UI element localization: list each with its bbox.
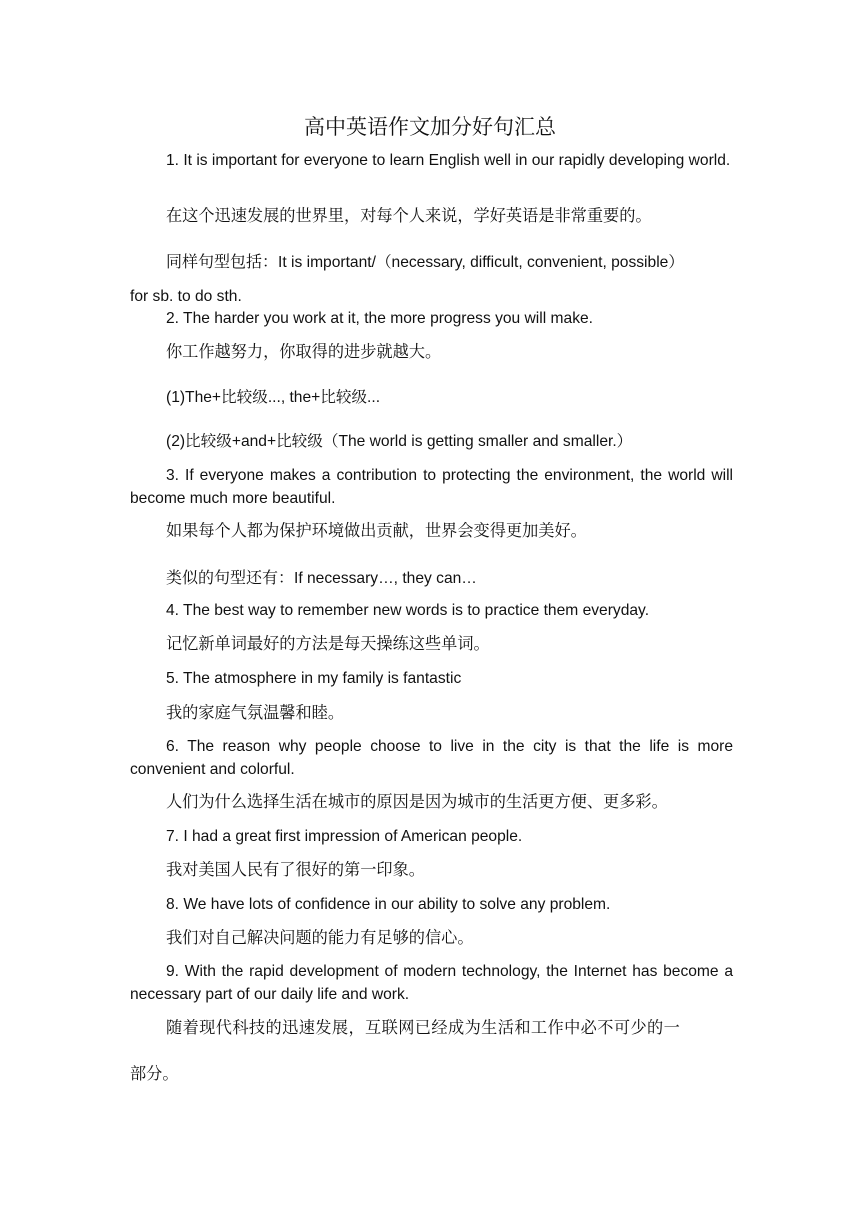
sentence-3-note [166, 566, 746, 591]
sentence-7-chinese: 我对美国人民有了很好的第一印象。 [166, 860, 425, 879]
sentence-2-english: 2. The harder you work at it, the more progress you will make. [166, 310, 593, 327]
sentence-3-chinese: 如果每个人都为保护环境做出贡献，世界会变得更加美好。 [166, 521, 587, 540]
sentence-9-english: 9. With the rapid development of modern technology, the Internet has become a necessary part of our daily life and work. [130, 963, 733, 1003]
sentence-6-english: 6. The reason why people choose to live in the city is that the life is more convenient and colorful. [130, 738, 733, 778]
sentence-1-note-continuation: for sb. to do sth. [130, 288, 242, 305]
sentence-1-note-text: It is important/（necessary, difficult, convenient, possible） [278, 254, 684, 271]
sentence-1-note-label: 同样句型包括： [166, 252, 279, 271]
sentence-4-chinese: 记忆新单词最好的方法是每天操练这些单词。 [166, 634, 490, 653]
sentence-3-english: 3. If everyone makes a contribution to protecting the environment, the world will become much more beautiful. [130, 467, 733, 507]
sentence-3-note-label: 类似的句型还有： [166, 568, 295, 587]
page-title: 高中英语作文加分好句汇总 [304, 115, 556, 139]
sentence-9-chinese: 随着现代科技的迅速发展，互联网已经成为生活和工作中必不可少的一 [166, 1018, 681, 1037]
sentence-8-english: 8. We have lots of confidence in our ability to solve any problem. [166, 896, 611, 913]
sentence-3-note-text: If necessary…, they can… [294, 570, 477, 587]
sentence-4-english: 4. The best way to remember new words is to practice them everyday. [166, 602, 650, 619]
sentence-1-english: 1. It is important for everyone to learn English well in our rapidly developing world. [166, 152, 731, 169]
sentence-2-note-1: (1)The+比较级..., the+比较级... [166, 389, 381, 406]
sentence-2-chinese: 你工作越努力，你取得的进步就越大。 [166, 342, 442, 361]
sentence-1-chinese: 在这个迅速发展的世界里，对每个人来说，学好英语是非常重要的。 [166, 206, 652, 225]
sentence-9-chinese-continuation: 部分。 [130, 1064, 179, 1083]
sentence-5-chinese: 我的家庭气氛温馨和睦。 [166, 703, 345, 722]
sentence-5-english: 5. The atmosphere in my family is fantastic [166, 670, 462, 687]
sentence-8-chinese: 我们对自己解决问题的能力有足够的信心。 [166, 928, 474, 947]
sentence-1-note [166, 250, 746, 275]
sentence-2-note-2: (2)比较级+and+比较级（The world is getting smaller and smaller.） [166, 433, 633, 450]
sentence-7-english: 7. I had a great first impression of American people. [166, 828, 523, 845]
sentence-6-chinese: 人们为什么选择生活在城市的原因是因为城市的生活更方便、更多彩。 [166, 792, 668, 811]
